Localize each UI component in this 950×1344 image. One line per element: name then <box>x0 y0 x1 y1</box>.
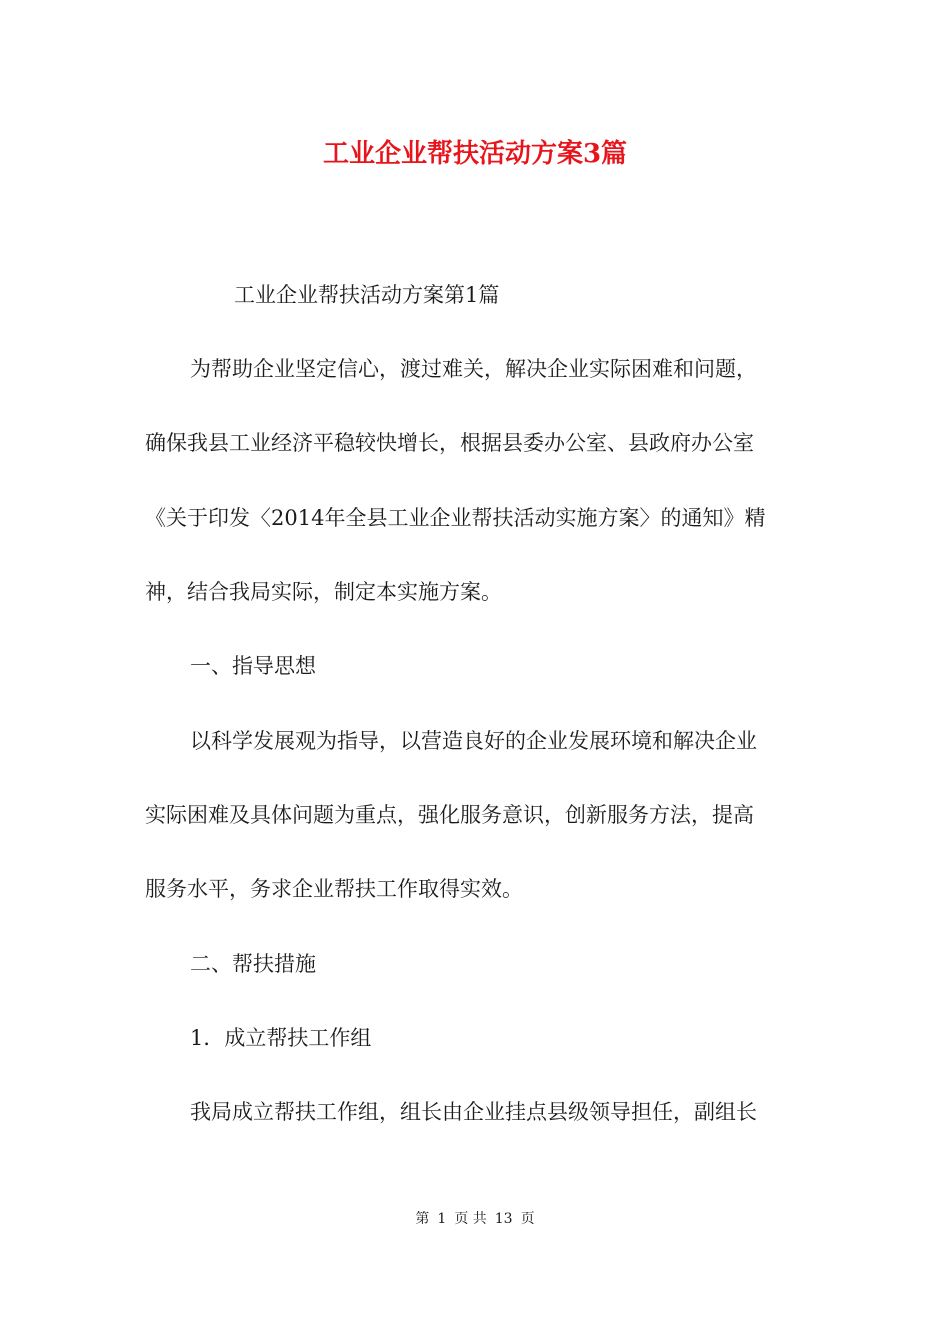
page-title: 工业企业帮扶活动方案3篇 <box>322 139 628 169</box>
paragraph-line: 我局成立帮扶工作组，组长由企业挂点县级领导担任，副组长 <box>190 1100 757 1124</box>
paragraph-line: 服务水平，务求企业帮扶工作取得实效。 <box>145 877 523 901</box>
page-footer <box>0 1210 950 1228</box>
footer-total-pages: 13 <box>494 1211 513 1227</box>
paragraph-line: 实际困难及具体问题为重点，强化服务意识，创新服务方法，提高 <box>145 803 754 827</box>
section-heading: 二、帮扶措施 <box>190 952 316 976</box>
footer-current-page: 1 <box>437 1211 447 1227</box>
footer-prefix: 第 <box>415 1211 430 1227</box>
footer-middle: 页 共 <box>454 1211 487 1227</box>
paragraph-line: 确保我县工业经济平稳较快增长，根据县委办公室、县政府办公室 <box>145 431 754 455</box>
footer-suffix: 页 <box>520 1211 535 1227</box>
subsection-heading: 1．成立帮扶工作组 <box>190 1026 372 1050</box>
paragraph-line: 《关于印发〈2014年全县工业企业帮扶活动实施方案〉的通知》精 <box>145 506 766 530</box>
section-heading: 工业企业帮扶活动方案第1篇 <box>234 283 500 307</box>
section-heading: 一、指导思想 <box>190 654 316 678</box>
paragraph-line: 神，结合我局实际，制定本实施方案。 <box>145 580 502 604</box>
paragraph-line: 以科学发展观为指导，以营造良好的企业发展环境和解决企业 <box>190 729 757 753</box>
paragraph-line: 为帮助企业坚定信心，渡过难关，解决企业实际困难和问题， <box>190 357 757 381</box>
